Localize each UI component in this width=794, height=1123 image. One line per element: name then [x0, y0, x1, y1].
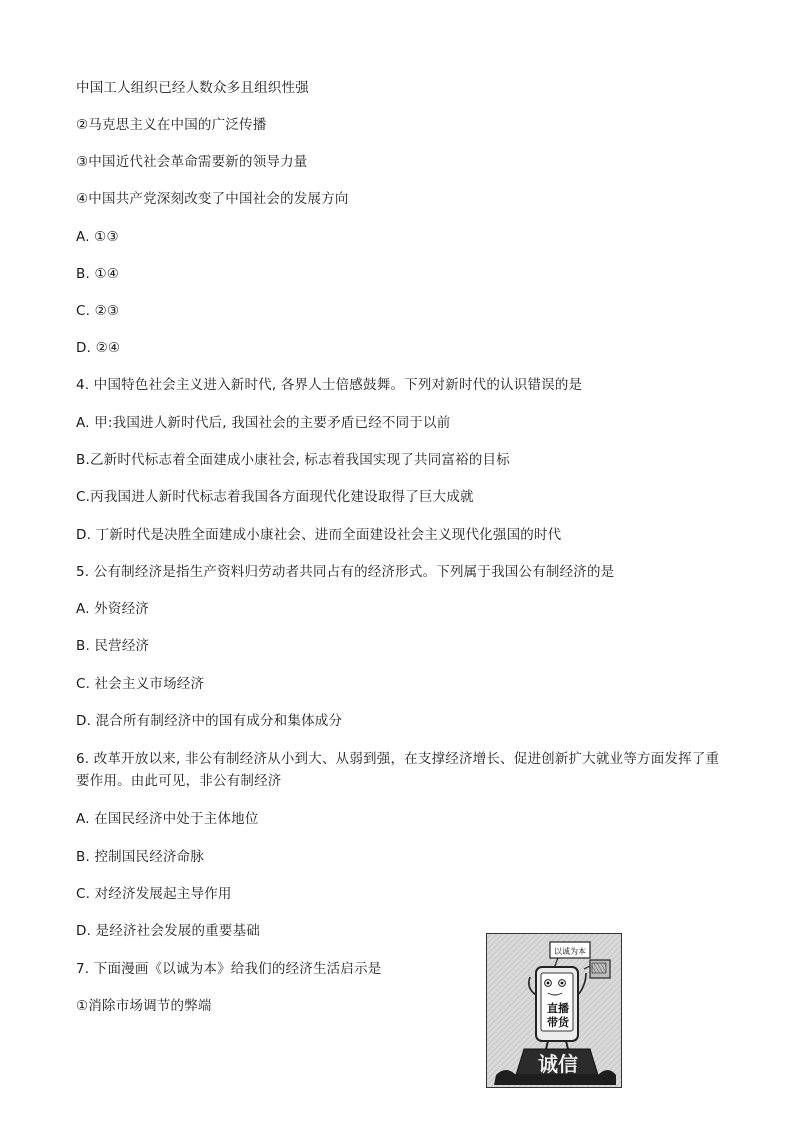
pedestal-text: 诚信	[538, 1052, 578, 1076]
option-b: B. 民营经济	[76, 638, 150, 654]
option-b: B. ①④	[76, 266, 120, 282]
question-6: 6. 改革开放以来, 非公有制经济从小到大、从弱到强，在支撑经济增长、促进创新扩大就业等方面发挥了重要作用。由此可见，非公有制经济	[76, 751, 720, 789]
option-c: C.丙我国进人新时代标志着我国各方面现代化建设取得了巨大成就	[76, 489, 474, 505]
option-d: D. ②④	[76, 340, 121, 356]
option-c: C. 对经济发展起主导作用	[76, 886, 232, 902]
question-5: 5. 公有制经济是指生产资料归劳动者共同占有的经济形式。下列属于我国公有制经济的是	[76, 564, 615, 580]
option-a: A. 在国民经济中处于主体地位	[76, 811, 259, 827]
option-d: D. 是经济社会发展的重要基础	[76, 923, 260, 939]
text-line: ②马克思主义在中国的广泛传播	[76, 117, 267, 133]
option-c: C. ②③	[76, 303, 120, 319]
option-c: C. 社会主义市场经济	[76, 676, 205, 692]
option-a: A. ①③	[76, 229, 119, 245]
text-line: ④中国共产党深刻改变了中国社会的发展方向	[76, 191, 349, 207]
option-d: D. 丁新时代是决胜全面建成小康社会、进而全面建设社会主义现代化强国的时代	[76, 527, 562, 543]
option-b: B. 控制国民经济命脉	[76, 849, 205, 865]
comic-image	[486, 933, 622, 1088]
text-line: ①消除市场调节的弊端	[76, 998, 212, 1014]
text-line: 中国工人组织已经人数众多且组织性强	[76, 80, 309, 96]
option-a: A. 外资经济	[76, 601, 149, 617]
option-d: D. 混合所有制经济中的国有成分和集体成分	[76, 713, 343, 729]
question-7: 7. 下面漫画《以诚为本》给我们的经济生活启示是	[76, 961, 382, 977]
text-line: ③中国近代社会革命需要新的领导力量	[76, 154, 308, 170]
question-4: 4. 中国特色社会主义进入新时代, 各界人士倍感鼓舞。下列对新时代的认识错误的是	[76, 377, 583, 393]
option-a: A. 甲:我国进人新时代后, 我国社会的主要矛盾已经不同于以前	[76, 415, 451, 431]
comic-sign-text: 以诚为本	[554, 947, 586, 956]
phone-text-2: 带货	[547, 1016, 569, 1029]
phone-text-1: 直播	[547, 1002, 569, 1015]
option-b: B.乙新时代标志着全面建成小康社会, 标志着我国实现了共同富裕的目标	[76, 452, 510, 468]
